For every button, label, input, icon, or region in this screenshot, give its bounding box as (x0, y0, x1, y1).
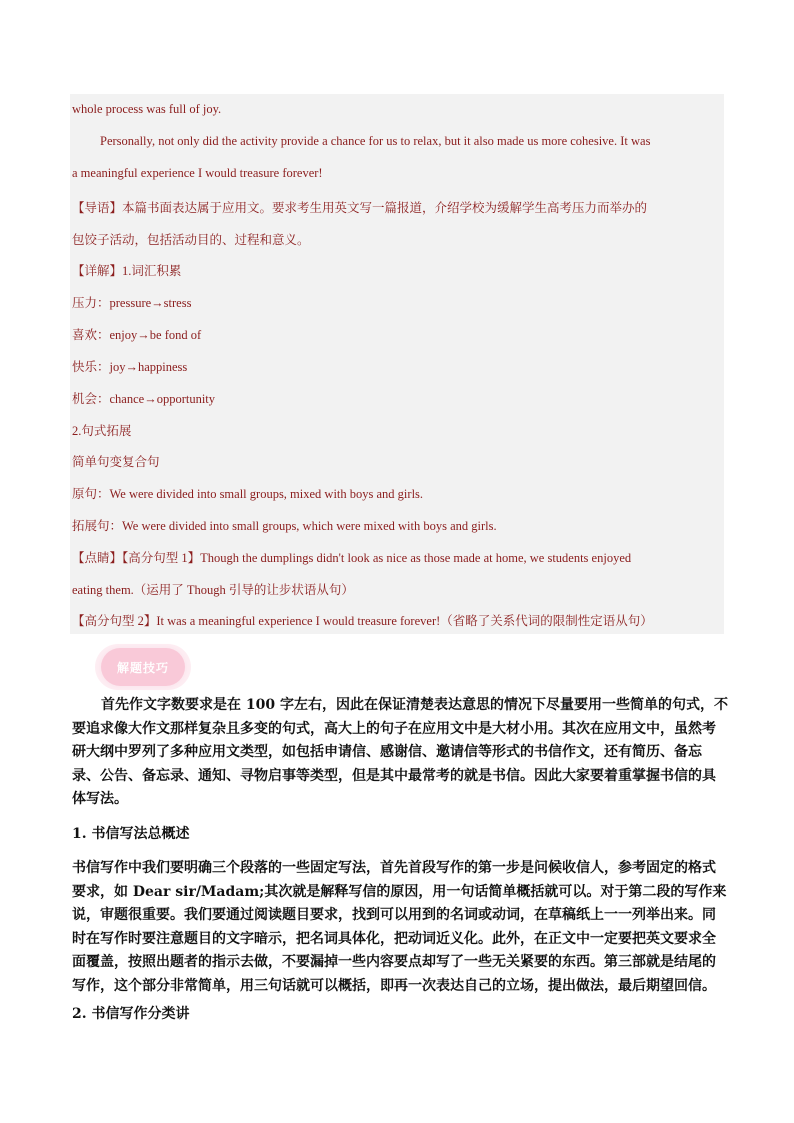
box-line: 包饺子活动，包括活动目的、过程和意义。 (72, 233, 310, 247)
intro-paragraph: 首先作文字数要求是在 100 字左右，因此在保证清楚表达意思的情况下尽量要用一些简单的句式，不要追求像大作文那样复杂且多变的句式，高大上的句子在应用文中是大材小用。其次在应用文中，虽然考研大纲中罗列了多种应用文类型，如包括申请信、感谢信、邀请信等形式的书信作文，还有简历、备忘录、公告、备忘录、通知、寻物启事等类型，但是其中最常考的就是书信。因此大家要着重掌握书信的具体写法。 (72, 697, 728, 807)
section-2-heading: 2. 书信写作分类讲 (72, 1006, 190, 1022)
box-line: 喜欢：enjoy→be fond of (72, 328, 202, 342)
box-line: 【高分句型 2】It was a meaningful experience I would treasure forever!（省略了关系代词的限制性定语从句） (72, 614, 653, 628)
box-line: 压力：pressure→stress (72, 296, 192, 310)
box-line: 机会：chance→opportunity (72, 392, 216, 406)
box-line: 2.句式拓展 (72, 424, 132, 438)
box-line: 【详解】1.词汇积累 (72, 264, 182, 278)
section-1-paragraph: 书信写作中我们要明确三个段落的一些固定写法，首先首段写作的第一步是问候收信人，参考固定的格式要求，如 Dear sir/Madam;其次就是解释写信的原因，用一句话简单概括就可以。对于第二段的写作来说，审题很重要。我们要通过阅读题目要求，找到可以用到的名词或动词，在草稿纸上一一列举出来。同时在写作时要注意题目的文字暗示，把名词具体化，把动词近义化。此外，在正文中一定要把英文要求全面覆盖，按照出题者的指示去做，不要漏掉一些内容要点却写了一些无关紧要的东西。第三部就是结尾的写作，这个部分非常简单，用三句话就可以概括，即再一次表达自己的立场，提出做法，最后期望回信。 (72, 860, 727, 994)
box-line: 简单句变复合句 (72, 455, 160, 469)
box-line: eating them.（运用了 Though 引导的让步状语从句） (72, 583, 354, 597)
box-line: Personally, not only did the activity provide a chance for us to relax, but it also made us more cohesive. It was (100, 134, 651, 148)
box-line: 【导语】本篇书面表达属于应用文。要求考生用英文写一篇报道，介绍学校为缓解学生高考压力而举办的 (72, 201, 648, 215)
box-line: 快乐：joy→happiness (72, 360, 188, 374)
box-line: 【点睛】【高分句型 1】Though the dumplings didn't look as nice as those made at home, we students enjoyed (72, 551, 632, 565)
box-line: 原句：We were divided into small groups, mixed with boys and girls. (72, 487, 424, 501)
section-1-heading: 1. 书信写法总概述 (72, 826, 190, 842)
box-line: whole process was full of joy. (72, 102, 222, 116)
tips-badge: 解题技巧 (101, 648, 185, 686)
box-line: a meaningful experience I would treasure forever! (72, 166, 323, 180)
box-line: 拓展句：We were divided into small groups, which were mixed with boys and girls. (72, 519, 497, 533)
